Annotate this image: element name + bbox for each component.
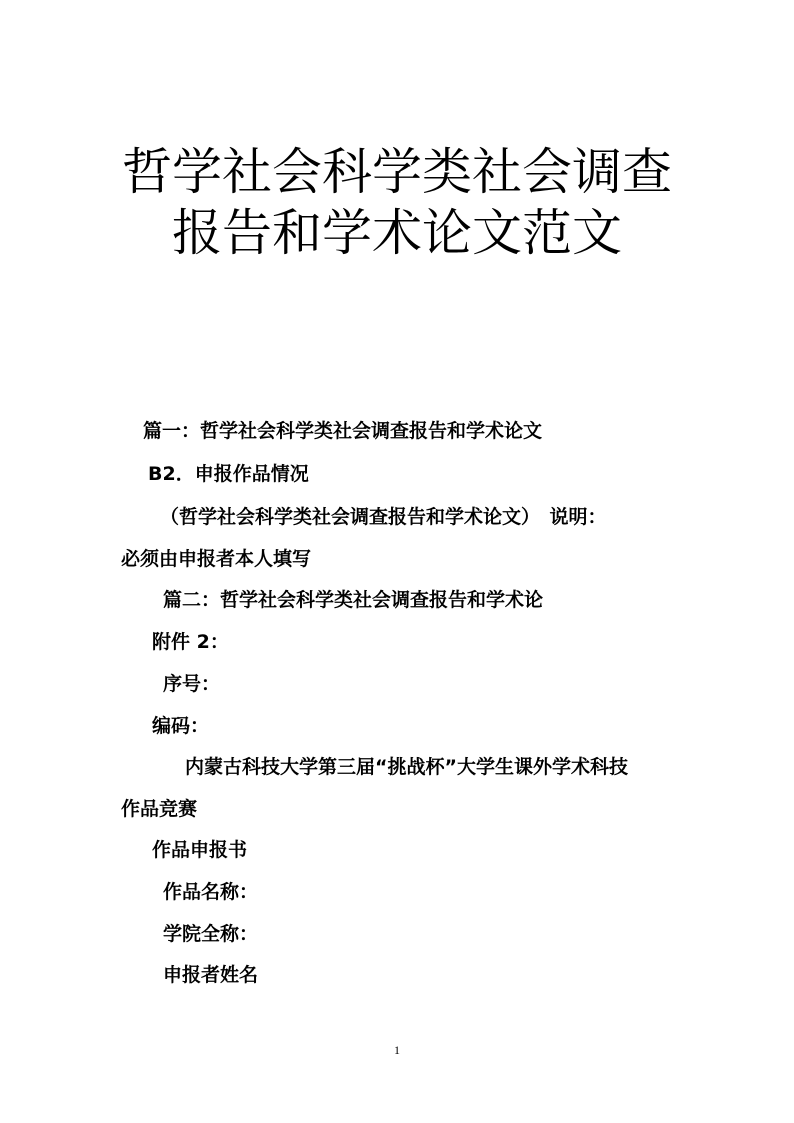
paragraph-line: 作品竞赛 [121, 798, 198, 820]
page-number: 1 [394, 1043, 400, 1057]
document-title-line-1: 哲学社会科学类社会调查 [122, 143, 672, 201]
document-title-line-2: 报告和学术论文范文 [172, 204, 622, 262]
paragraph-line: （哲学社会科学类社会调查报告和学术论文） 说明： [160, 506, 607, 528]
form-label-applicant-name: 申报者姓名 [163, 964, 259, 986]
form-label-serial-number: 序号： [163, 673, 221, 695]
form-label-code: 编码： [152, 715, 210, 737]
section-heading-part-two: 篇二：哲学社会科学类社会调查报告和学术论 [163, 589, 544, 611]
form-label-college-name: 学院全称： [163, 923, 259, 945]
paragraph-line: 内蒙古科技大学第三届“挑战杯”大学生课外学术科技 [185, 756, 628, 778]
section-heading-part-one: 篇一：哲学社会科学类社会调查报告和学术论文 [143, 420, 543, 442]
paragraph-line: 必须由申报者本人填写 [121, 548, 312, 570]
form-heading-application: 作品申报书 [152, 839, 248, 861]
form-label-work-name: 作品名称： [163, 881, 259, 903]
section-subheading-b2: B2．申报作品情况 [148, 463, 309, 485]
form-label-attachment: 附件 2： [152, 631, 229, 653]
